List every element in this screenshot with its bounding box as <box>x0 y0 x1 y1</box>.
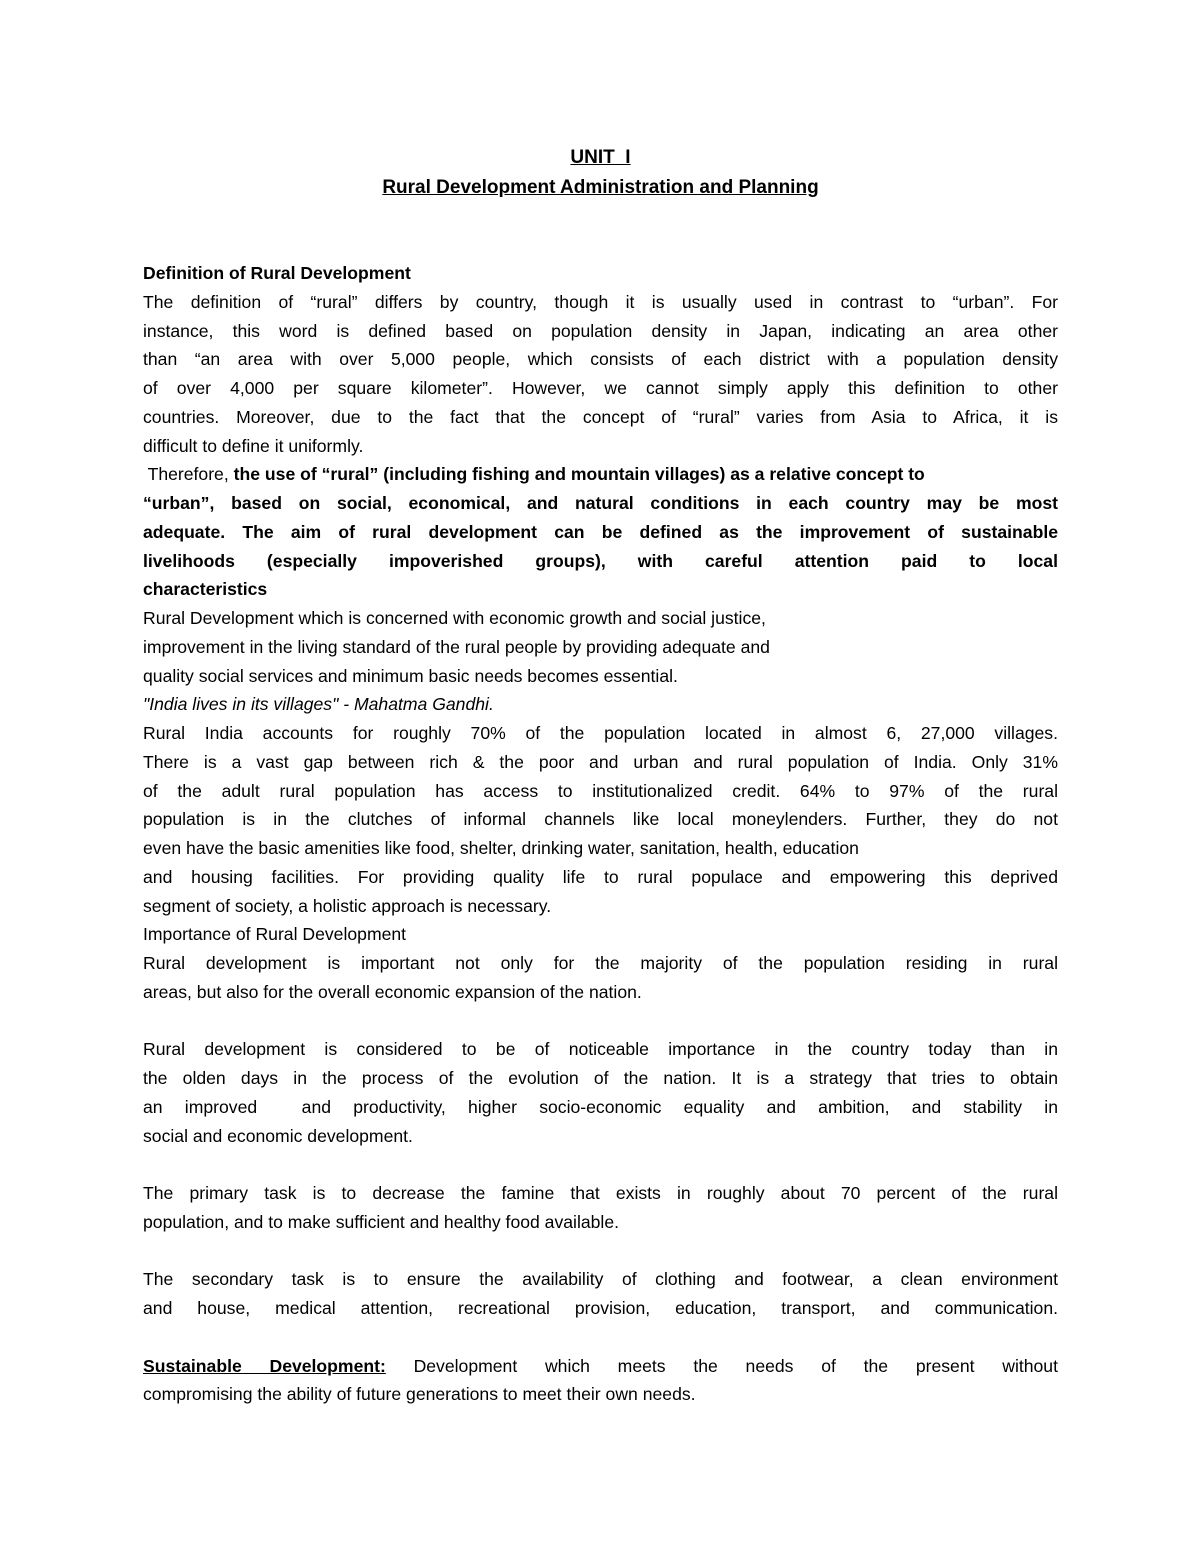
text-line: There is a vast gap between rich & the poor and urban and rural population of India. Only 31% <box>143 751 1058 772</box>
text-line: instance, this word is defined based on population density in Japan, indicating an area other <box>143 320 1058 341</box>
text-line: Rural India accounts for roughly 70% of the population located in almost 6, 27,000 villages. <box>143 723 1058 743</box>
gandhi-quote: "India lives in its villages" - Mahatma Gandhi. <box>143 694 494 715</box>
text-line <box>143 1352 1058 1381</box>
text-line: difficult to define it uniformly. <box>143 435 364 456</box>
therefore-lead: Therefore, <box>143 464 229 485</box>
text-line: The secondary task is to ensure the availability of clothing and footwear, a clean environment <box>143 1269 1058 1290</box>
text-line: countries. Moreover, due to the fact that the concept of “rural” varies from Asia to Africa, it is <box>143 406 1058 427</box>
document-page <box>143 143 1058 1409</box>
text-line: the olden days in the process of the evolution of the nation. It is a strategy that tries to obtain <box>143 1068 1058 1088</box>
section-heading-definition: Definition of Rural Development <box>143 263 411 283</box>
text-line: Rural Development which is concerned with economic growth and social justice, <box>143 608 766 628</box>
unit-label: UNIT I <box>570 147 631 168</box>
sustainable-development-label: Sustainable Development: <box>143 1355 386 1376</box>
sustainable-definition: Development which meets the needs of the present without <box>385 1355 1058 1376</box>
text-line: of the adult rural population has access to institutionalized credit. 64% to 97% of the rural <box>143 780 1058 801</box>
text-line: even have the basic amenities like food, shelter, drinking water, sanitation, health, education <box>143 838 859 858</box>
text-line: population is in the clutches of informal channels like local moneylenders. Further, they do not <box>143 809 1058 830</box>
text-line <box>143 460 1058 489</box>
text-line: livelihoods (especially impoverished groups), with careful attention paid to local <box>143 550 1058 571</box>
section-heading-importance: Importance of Rural Development <box>143 924 407 945</box>
text-line: areas, but also for the overall economic expansion of the nation. <box>143 981 642 1002</box>
text-line: Rural development is considered to be of noticeable importance in the country today than in <box>143 1039 1058 1060</box>
text-line: adequate. The aim of rural development can be defined as the improvement of sustainable <box>143 521 1058 542</box>
text-line: Rural development is important not only for the majority of the population residing in rural <box>143 953 1058 973</box>
document-title: Rural Development Administration and Planning <box>382 177 819 198</box>
text-line: improvement in the living standard of the rural people by providing adequate and <box>143 636 770 657</box>
text-line: of over 4,000 per square kilometer”. However, we cannot simply apply this definition to other <box>143 378 1058 398</box>
text-line: “urban”, based on social, economical, and natural conditions in each country may be most <box>143 493 1058 513</box>
text-line: and housing facilities. For providing quality life to rural populace and empowering this deprived <box>143 866 1058 887</box>
text-line: social and economic development. <box>143 1125 413 1146</box>
text-line: an improved and productivity, higher socio-economic equality and ambition, and stability in <box>143 1096 1058 1117</box>
text-line: population, and to make sufficient and healthy food available. <box>143 1211 620 1232</box>
text-line: than “an area with over 5,000 people, which consists of each district with a population density <box>143 349 1058 370</box>
text-line: segment of society, a holistic approach is necessary. <box>143 895 552 916</box>
text-line: compromising the ability of future generations to meet their own needs. <box>143 1384 696 1405</box>
text-line: The definition of “rural” differs by country, though it is usually used in contrast to “urban”. For <box>143 291 1058 312</box>
text-line: quality social services and minimum basic needs becomes essential. <box>143 665 678 686</box>
text-line: characteristics <box>143 579 268 600</box>
text-line: The primary task is to decrease the famine that exists in roughly about 70 percent of the rural <box>143 1183 1058 1203</box>
text-line: and house, medical attention, recreational provision, education, transport, and communication. <box>143 1298 1058 1318</box>
bold-text: the use of “rural” (including fishing and mountain villages) as a relative concept to <box>228 464 925 485</box>
